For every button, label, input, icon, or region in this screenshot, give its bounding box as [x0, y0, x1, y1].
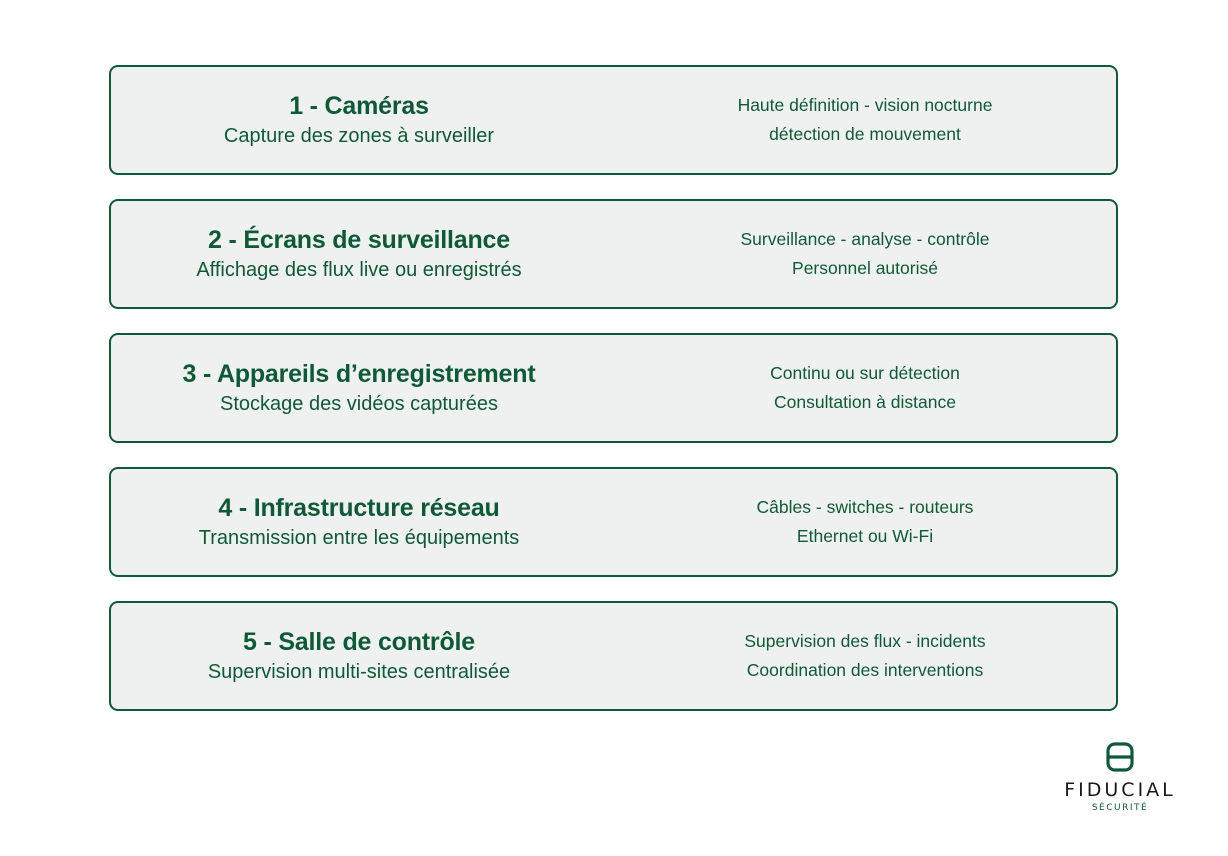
card-recorders: [109, 333, 1118, 443]
card-detail-line: Coordination des interventions: [746, 660, 984, 680]
card-screens: [109, 199, 1118, 309]
card-detail-line: Surveillance - analyse - contrôle: [740, 229, 990, 249]
card-subtitle: Transmission entre les équipements: [198, 526, 520, 549]
logo-sub-text: SÉCURITÉ: [1091, 803, 1149, 813]
card-details: [667, 603, 1063, 709]
card-detail-line: détection de mouvement: [769, 124, 961, 144]
card-detail-line: Continu ou sur détection: [770, 363, 960, 383]
card-detail-line: Câbles - switches - routeurs: [756, 497, 974, 517]
card-details: [667, 67, 1063, 173]
card-title: 5 - Salle de contrôle: [243, 627, 475, 656]
card-detail-line: Personnel autorisé: [792, 258, 938, 278]
card-title: 1 - Caméras: [289, 91, 429, 120]
card-details: [667, 201, 1063, 307]
card-main: [111, 603, 607, 709]
card-title: 4 - Infrastructure réseau: [218, 493, 500, 522]
card-control-room: [109, 601, 1118, 711]
card-subtitle: Supervision multi-sites centralisée: [207, 660, 511, 683]
card-main: [111, 201, 607, 307]
card-subtitle: Affichage des flux live ou enregistrés: [196, 258, 522, 281]
card-network: [109, 467, 1118, 577]
card-title: 2 - Écrans de surveillance: [208, 225, 510, 254]
card-cameras: [109, 65, 1118, 175]
card-main: [111, 335, 607, 441]
card-detail-line: Ethernet ou Wi-Fi: [796, 526, 934, 546]
card-detail-line: Consultation à distance: [774, 392, 956, 412]
card-detail-line: Haute définition - vision nocturne: [737, 95, 993, 115]
component-list: [109, 65, 1118, 735]
card-details: [667, 335, 1063, 441]
card-subtitle: Capture des zones à surveiller: [223, 124, 495, 147]
fiducial-logo-icon: [1105, 742, 1135, 772]
card-title: 3 - Appareils d’enregistrement: [182, 359, 536, 388]
card-detail-line: Supervision des flux - incidents: [744, 631, 986, 651]
card-details: [667, 469, 1063, 575]
card-main: [111, 67, 607, 173]
card-subtitle: Stockage des vidéos capturées: [220, 392, 498, 415]
logo-brand-text: FIDUCIAL: [1064, 779, 1176, 801]
fiducial-logo: [1050, 742, 1190, 813]
card-main: [111, 469, 607, 575]
